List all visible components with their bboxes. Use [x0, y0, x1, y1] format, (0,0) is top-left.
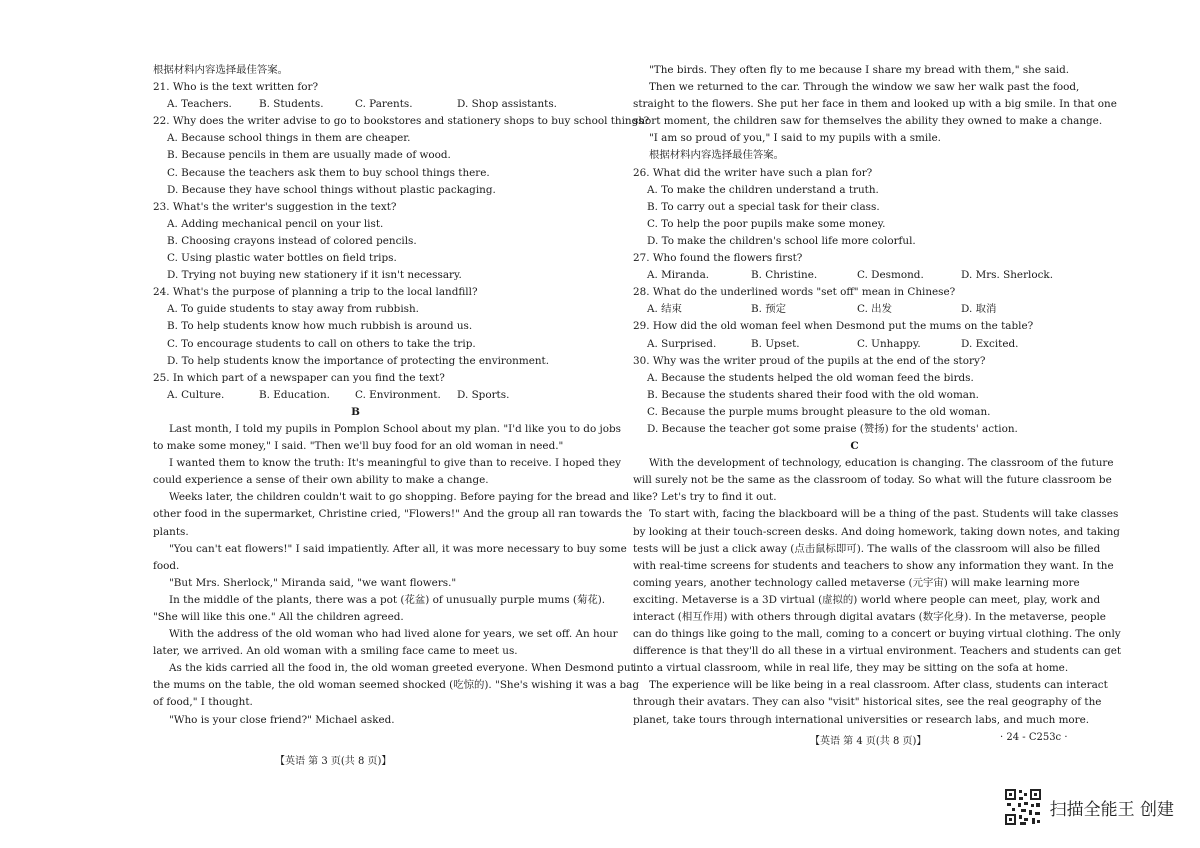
option: D. Because the teacher got some praise (赞扬) for the students' action. [647, 422, 1018, 435]
option: D. 取消 [961, 303, 997, 316]
passage-line: through their avatars. They can also "visit" historical sites, see the real geography of the [633, 696, 1102, 709]
option: C. Unhappy. [857, 337, 921, 350]
passage-line: "The birds. They often fly to me because I share my bread with them," she said. [649, 64, 1070, 76]
question-29-options [633, 336, 1076, 353]
question-29: 29. How did the old woman feel when Desmond put the mums on the table? [633, 320, 1034, 333]
passage-line: the mums on the table, the old woman seemed shocked (吃惊的). "She's wishing it was a bag [153, 679, 640, 692]
passage-line: "Who is your close friend?" Michael asked. [169, 713, 395, 726]
question-27: 27. Who found the flowers first? [633, 252, 803, 265]
question-21-options [153, 96, 558, 113]
option: D. Mrs. Sherlock. [961, 269, 1054, 282]
question-30: 30. Why was the writer proud of the pupils at the end of the story? [633, 354, 986, 367]
option: A. Because the students helped the old woman feed the birds. [647, 371, 974, 384]
passage-line: Then we returned to the car. Through the window we saw her walk past the food, [649, 81, 1080, 94]
option: B. Students. [259, 98, 324, 111]
instruction: 根据材料内容选择最佳答案。 [649, 149, 785, 162]
passage-line: "You can't eat flowers!" I said impatiently. After all, it was more necessary to buy some [169, 542, 627, 555]
option: A. Culture. [167, 388, 225, 401]
passage-line: straight to the flowers. She put her face in them and looked up with a big smile. In that one [633, 98, 1117, 111]
passage-line: plants. [153, 525, 189, 538]
passage-line: could experience a sense of their own ability to make a change. [153, 474, 489, 487]
passage-line: "But Mrs. Sherlock," Miranda said, "we want flowers." [169, 576, 457, 589]
right-page-footer: 【英语 第 4 页(共 8 页)】 [810, 736, 927, 747]
passage-line: I wanted them to know the truth: It's meaningful to give than to receive. I hoped they [169, 457, 621, 470]
question-23: 23. What's the writer's suggestion in the text? [153, 200, 397, 213]
option: B. Education. [259, 388, 330, 401]
option: B. Upset. [751, 337, 800, 350]
passage-line: interact (相互作用) with others through digital avatars (数字化身). In the metaverse, people [633, 611, 1106, 623]
passage-line: "She will like this one." All the children agreed. [153, 611, 404, 623]
passage-line: into a virtual classroom, while in real life, they may be sitting on the sofa at home. [633, 662, 1069, 675]
option: C. 出发 [857, 303, 892, 316]
passage-line: of food," I thought. [153, 696, 253, 709]
qr-code-icon [1004, 788, 1042, 826]
option: C. Environment. [355, 388, 441, 401]
option: D. To help students know the importance of protecting the environment. [167, 354, 550, 367]
option: C. Using plastic water bottles on field trips. [167, 252, 397, 265]
instruction: 根据材料内容选择最佳答案。 [153, 64, 289, 76]
option: A. Surprised. [647, 337, 717, 350]
option: B. Choosing crayons instead of colored pencils. [167, 234, 417, 247]
passage-line: short moment, the children saw for themselves the ability they owned to make a change. [633, 115, 1103, 128]
option: C. Because the purple mums brought pleasure to the old woman. [647, 405, 991, 418]
option: D. Excited. [961, 337, 1019, 350]
watermark-text: 扫描全能王 创建 [1049, 799, 1174, 820]
scanner-watermark [1004, 788, 1174, 826]
option: A. 结束 [647, 303, 682, 316]
passage-line: difference is that they'll do all these in a virtual environment. Teachers and students can get [633, 645, 1122, 658]
option: A. Miranda. [647, 269, 710, 282]
passage-line: The experience will be like being in a real classroom. After class, students can interact [649, 679, 1108, 692]
option: C. Parents. [355, 98, 413, 111]
passage-line: tests will be just a click away (点击鼠标即可). The walls of the classroom will also be filled [633, 542, 1101, 555]
option: A. Teachers. [167, 98, 232, 111]
option: B. To help students know how much rubbish is around us. [167, 320, 473, 333]
question-25: 25. In which part of a newspaper can you find the text? [153, 371, 445, 384]
option: B. To carry out a special task for their class. [647, 200, 880, 213]
option: A. To guide students to stay away from rubbish. [167, 303, 419, 316]
option: C. To help the poor pupils make some money. [647, 217, 886, 230]
section-b-heading: B [351, 405, 360, 418]
passage-line: like? Let's try to find it out. [633, 491, 777, 504]
right-page-column [633, 62, 1122, 729]
question-26: 26. What did the writer have such a plan for? [633, 166, 873, 179]
option: C. To encourage students to call on others to take the trip. [167, 337, 476, 350]
option: A. To make the children understand a truth. [647, 183, 879, 196]
passage-line: will surely not be the same as the classroom of today. So what will the future classroom be [633, 474, 1112, 487]
passage-line: with real-time screens for students and teachers to show any information they want. In the [633, 559, 1114, 572]
option: B. Because the students shared their food with the old woman. [647, 388, 979, 401]
passage-line: planet, take tours through international universities or research labs, and much more. [633, 713, 1090, 726]
left-page-footer: 【英语 第 3 页(共 8 页)】 [275, 756, 392, 767]
passage-line: exciting. Metaverse is a 3D virtual (虚拟的) world where people can meet, play, work and [633, 593, 1101, 606]
option: C. Because the teachers ask them to buy school things there. [167, 166, 490, 179]
passage-line: can do things like going to the mall, coming to a concert or buying virtual clothing. The only [633, 628, 1121, 641]
passage-line: To start with, facing the blackboard will be a thing of the past. Students will take classes [649, 508, 1119, 521]
passage-line: As the kids carried all the food in, the old woman greeted everyone. When Desmond put [169, 662, 635, 675]
passage-line: With the development of technology, education is changing. The classroom of the future [649, 457, 1114, 470]
passage-line: by looking at their touch-screen desks. And doing homework, taking down notes, and taking [633, 525, 1120, 538]
section-c-heading: C [850, 440, 859, 453]
passage-line: Weeks later, the children couldn't wait to go shopping. Before paying for the bread and [169, 491, 630, 504]
option: B. Because pencils in them are usually made of wood. [167, 149, 451, 162]
option: A. Because school things in them are cheaper. [167, 132, 411, 145]
passage-line: With the address of the old woman who had lived alone for years, we set off. An hour [169, 628, 618, 641]
passage-line: Last month, I told my pupils in Pomplon School about my plan. "I'd like you to do jobs [169, 422, 621, 435]
question-25-options [153, 387, 558, 404]
option: D. Trying not buying new stationery if it isn't necessary. [167, 269, 462, 282]
passage-line: food. [153, 559, 180, 572]
page-code: · 24 - C253c · [1000, 732, 1068, 743]
question-27-options [633, 267, 1076, 284]
passage-line: "I am so proud of you," I said to my pupils with a smile. [649, 132, 941, 145]
passage-line: In the middle of the plants, there was a pot (花盆) of unusually purple mums (菊花). [169, 593, 606, 606]
option: D. Because they have school things without plastic packaging. [167, 183, 496, 196]
passage-line: coming years, another technology called metaverse (元宇宙) will make learning more [633, 576, 1080, 589]
passage-line: to make some money," I said. "Then we'll buy food for an old woman in need." [153, 440, 564, 453]
question-28-options [633, 301, 1076, 318]
option: B. 预定 [751, 303, 787, 316]
option: D. Shop assistants. [457, 98, 557, 111]
question-22: 22. Why does the writer advise to go to bookstores and stationery shops to buy school things? [153, 115, 650, 128]
option: A. Adding mechanical pencil on your list. [167, 217, 384, 230]
passage-line: other food in the supermarket, Christine cried, "Flowers!" And the group all ran towards the [153, 508, 643, 521]
passage-line: later, we arrived. An old woman with a smiling face came to meet us. [153, 645, 518, 658]
question-24: 24. What's the purpose of planning a trip to the local landfill? [153, 286, 478, 299]
left-page-column [153, 62, 650, 729]
option: D. To make the children's school life more colorful. [647, 234, 916, 247]
question-28: 28. What do the underlined words "set off" mean in Chinese? [633, 286, 956, 299]
option: D. Sports. [457, 388, 510, 401]
option: C. Desmond. [857, 269, 924, 282]
question-21: 21. Who is the text written for? [153, 81, 319, 94]
option: B. Christine. [751, 269, 818, 282]
